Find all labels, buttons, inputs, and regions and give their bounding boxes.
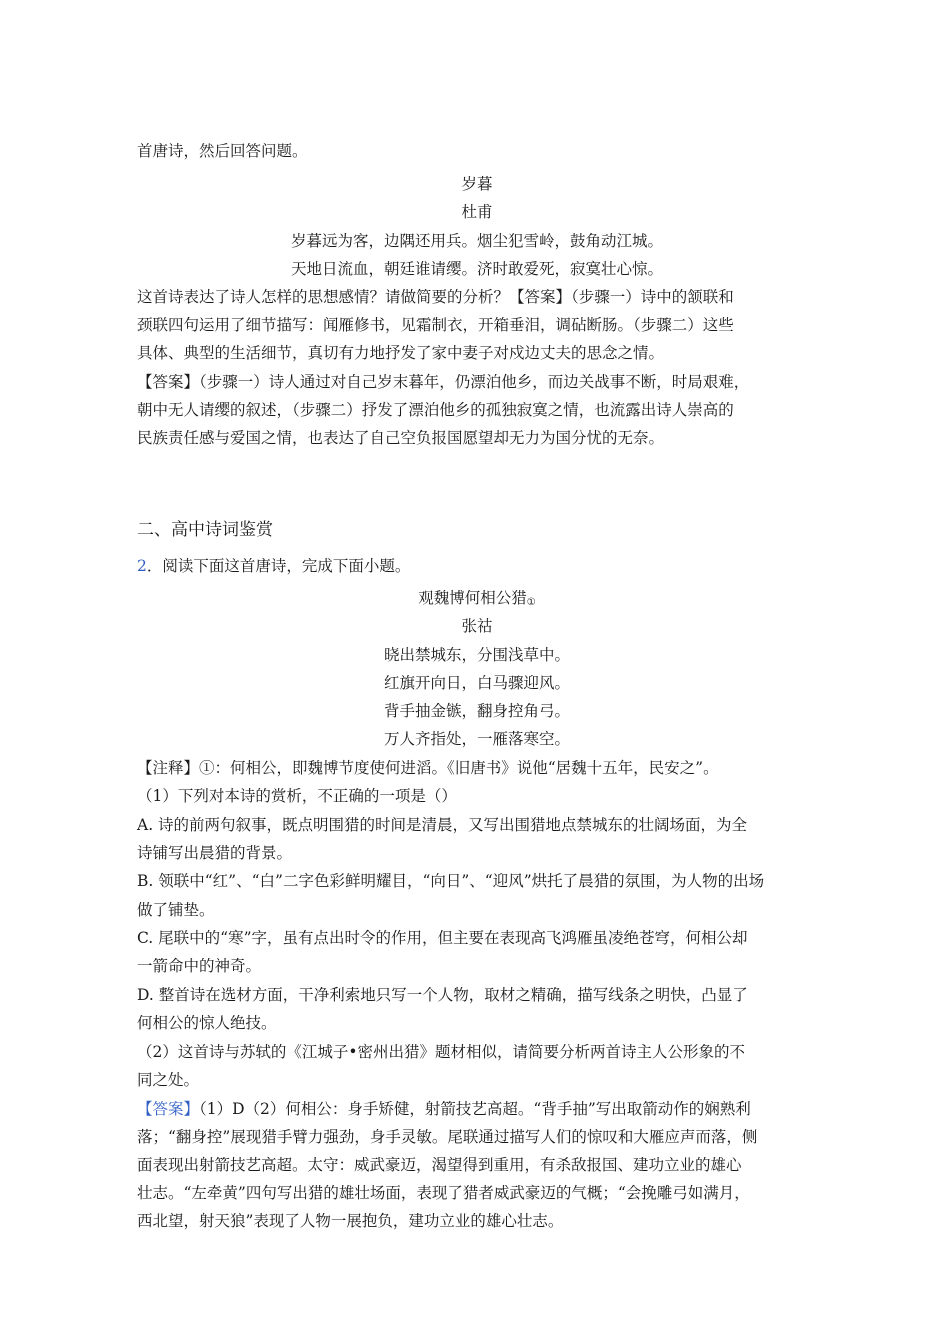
poem-line: 背手抽金镞，翻身控角弓。 [383, 702, 570, 720]
question-text: ．阅读下面这首唐诗，完成下面小题。 [146, 557, 411, 575]
analysis-line: 具体、典型的生活细节，真切有力地抒发了家中妻子对戍边丈夫的思念之情。 [137, 344, 665, 362]
question-2: （2）这首诗与苏轼的《江城子•密州出猎》题材相似，请简要分析两首诗主人公形象的不 [137, 1043, 746, 1061]
option-b-cont: 做了铺垫。 [137, 901, 215, 919]
section-heading: 二、高中诗词鉴赏 [137, 520, 273, 540]
option-a: A. 诗的前两句叙事，既点明围猎的时间是清晨，又写出围猎地点禁城东的壮阔场面，为全 [137, 816, 748, 834]
poem-line: 岁暮远为客，边隅还用兵。烟尘犯雪岭，鼓角动江城。 [290, 232, 663, 250]
question-1: （1）下列对本诗的赏析，不正确的一项是（） [137, 787, 457, 805]
question-prompt [137, 556, 817, 576]
footnote-marker: ① [526, 597, 536, 608]
poem-title: 岁暮 [461, 175, 493, 193]
poem-title-text: 观魏博何相公猎 [418, 589, 527, 607]
option-c: C. 尾联中的“寒”字，虽有点出时令的作用，但主要在表现高飞鸿雁虽凌绝苍穹，何相公却 [137, 929, 748, 947]
question-2-cont: 同之处。 [137, 1071, 200, 1089]
answer-line: 朝中无人请缨的叙述，（步骤二）抒发了漂泊他乡的孤独寂寞之情，也流露出诗人崇高的 [137, 401, 734, 419]
answer-line: 民族责任感与爱国之情，也表达了自己空负报国愿望却无力为国分忧的无奈。 [137, 429, 665, 447]
analysis-line: 这首诗表达了诗人怎样的思想感情？请做简要的分析？【答案】（步骤一）诗中的颔联和 [137, 288, 734, 306]
answer-line [137, 1099, 817, 1119]
option-b: B. 领联中“红”、“白”二字色彩鲜明耀目，“向日”、“迎风”烘托了晨猎的氛围，为人物的出场 [137, 872, 765, 890]
intro-line: 首唐诗，然后回答问题。 [137, 142, 308, 160]
question-number: 2 [137, 557, 147, 575]
answer-text: （1）D（2）何相公：身手矫健，射箭技艺高超。“背手抽”写出取箭动作的娴熟利 [199, 1100, 751, 1118]
option-d-cont: 何相公的惊人绝技。 [137, 1014, 277, 1032]
answer-line: 【答案】（步骤一）诗人通过对自己岁末暮年，仍漂泊他乡，而边关战事不断，时局艰难， [137, 373, 750, 391]
poem-line: 红旗开向日，白马骤迎风。 [383, 674, 570, 692]
poem-line: 万人齐指处，一雁落寒空。 [383, 730, 570, 748]
answer-label: 【答案】 [137, 1100, 200, 1118]
poem-line: 晓出禁城东，分围浅草中。 [383, 646, 570, 664]
option-a-cont: 诗铺写出晨猎的背景。 [137, 844, 293, 862]
option-d: D. 整首诗在选材方面，干净利索地只写一个人物，取材之精确，描写线条之明快，凸显了 [137, 986, 748, 1004]
poem-line: 天地日流血，朝廷谁请缨。济时敢爱死，寂寞壮心惊。 [290, 260, 663, 278]
poem-author: 杜甫 [461, 203, 493, 221]
answer-line: 壮志。“左牵黄”四句写出猎的雄壮场面，表现了猎者威武豪迈的气概；“会挽雕弓如满月， [137, 1184, 750, 1202]
poem-title [137, 588, 817, 613]
footnote: 【注释】①：何相公，即魏博节度使何进滔。《旧唐书》说他“居魏十五年，民安之”。 [137, 759, 719, 777]
answer-line: 西北望，射天狼”表现了人物一展抱负，建功立业的雄心壮志。 [137, 1212, 564, 1230]
option-c-cont: 一箭命中的神奇。 [137, 957, 262, 975]
poem-author: 张祜 [461, 617, 493, 635]
answer-line: 落；“翻身控”展现猎手臂力强劲，身手灵敏。尾联通过描写人们的惊叹和大雁应声而落，侧 [137, 1128, 758, 1146]
analysis-line: 颈联四句运用了细节描写：闻雁修书，见霜制衣，开箱垂泪，调砧断肠。（步骤二）这些 [137, 316, 734, 334]
answer-line: 面表现出射箭技艺高超。太守：威武豪迈，渴望得到重用，有杀敌报国、建功立业的雄心 [137, 1156, 742, 1174]
